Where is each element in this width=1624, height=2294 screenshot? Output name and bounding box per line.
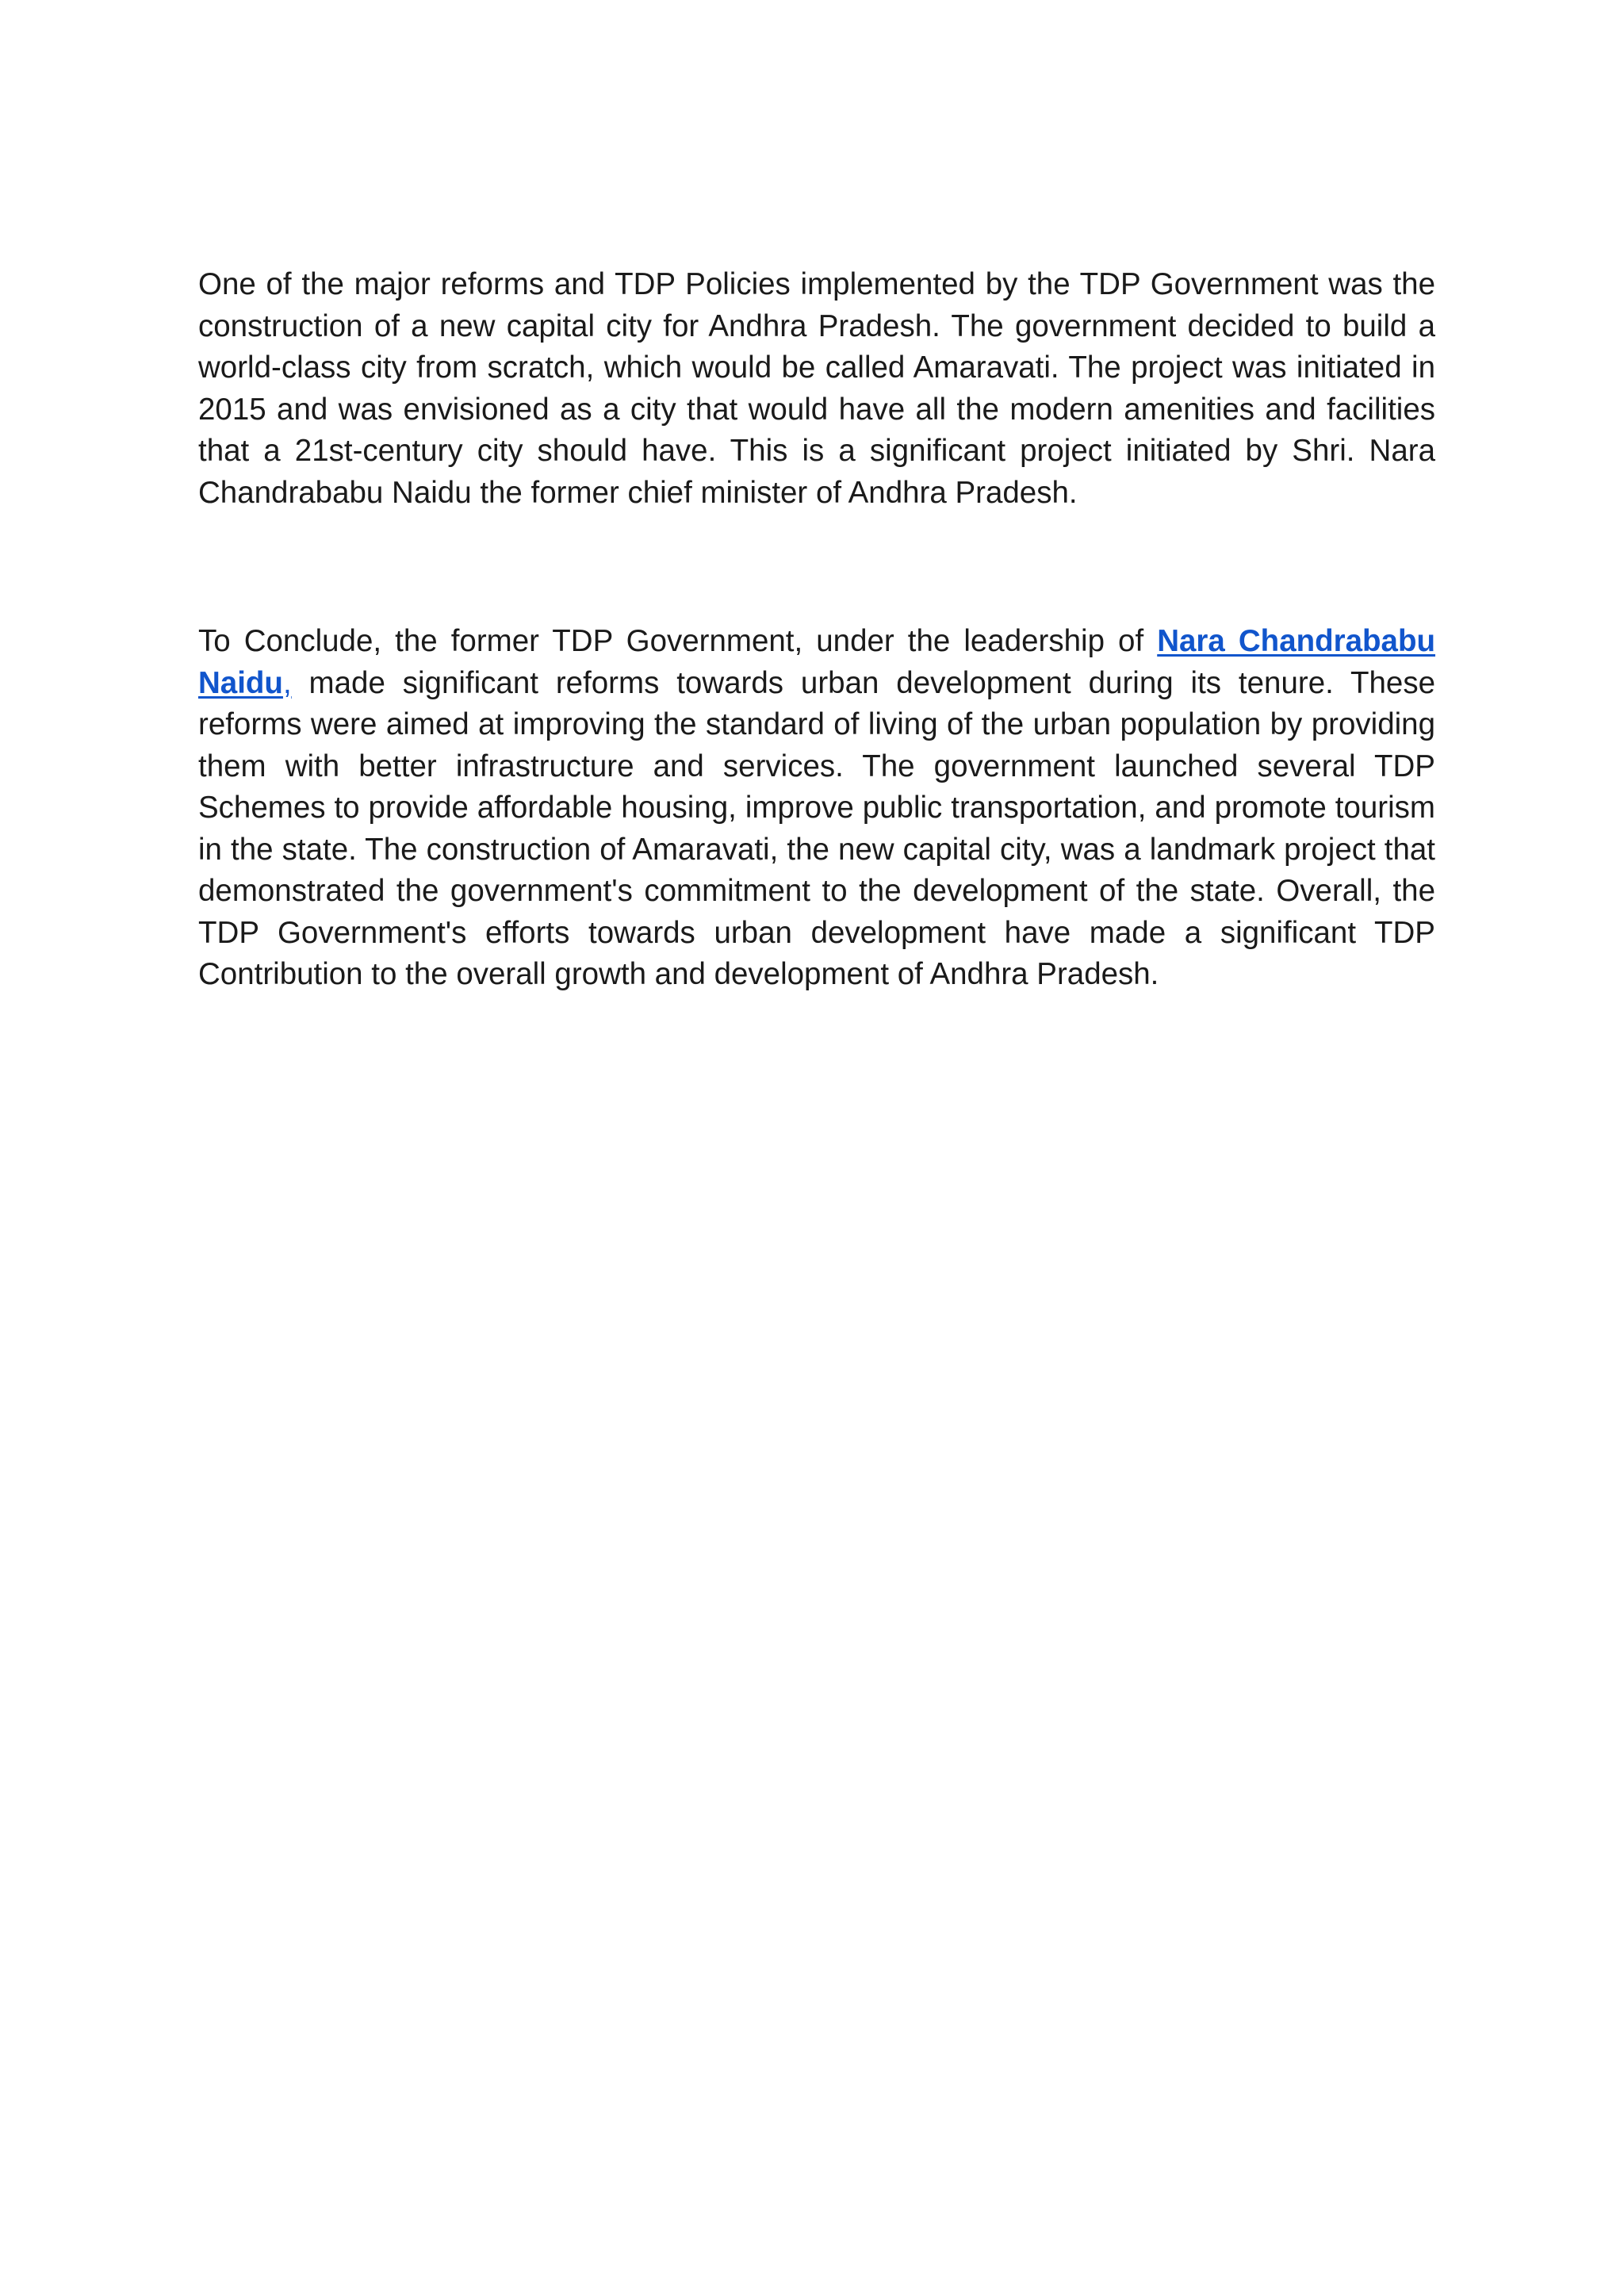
link-comma: , [282,665,292,700]
document-body [198,264,1435,996]
conclusion-rest-text: made significant reforms towards urban development during its tenure. These reforms were aimed at improving the standard of living of the urban population by providing them with better infrastructure and services. The government launched several TDP Schemes to provide affordable housing, improve public transportation, and promote tourism in the state. The construction of Amaravati, the new capital city, was a landmark project that demonstrated the government's commitment to the development of the state. Overall, the TDP Government's efforts towards urban development have made a significant TDP Contribution to the overall growth and development of Andhra Pradesh. [198,665,1435,991]
nara-chandrababu-naidu-link[interactable]: Nara Chandrababu Naidu [198,624,1436,700]
conclusion-lead-text: To Conclude, the former TDP Government, under the leadership of [198,624,1158,658]
paragraph-conclusion [198,621,1435,996]
paragraph-amaravati-capital: One of the major reforms and TDP Policies implemented by the TDP Government was the construction of a new capital city for Andhra Pradesh. The government decided to build a world-class city from scratch, which would be called Amaravati. The project was initiated in 2015 and was envisioned as a city that would have all the modern amenities and facilities that a 21st-century city should have. This is a significant project initiated by Shri. Nara Chandrababu Naidu the former chief minister of Andhra Pradesh. [198,267,1435,510]
